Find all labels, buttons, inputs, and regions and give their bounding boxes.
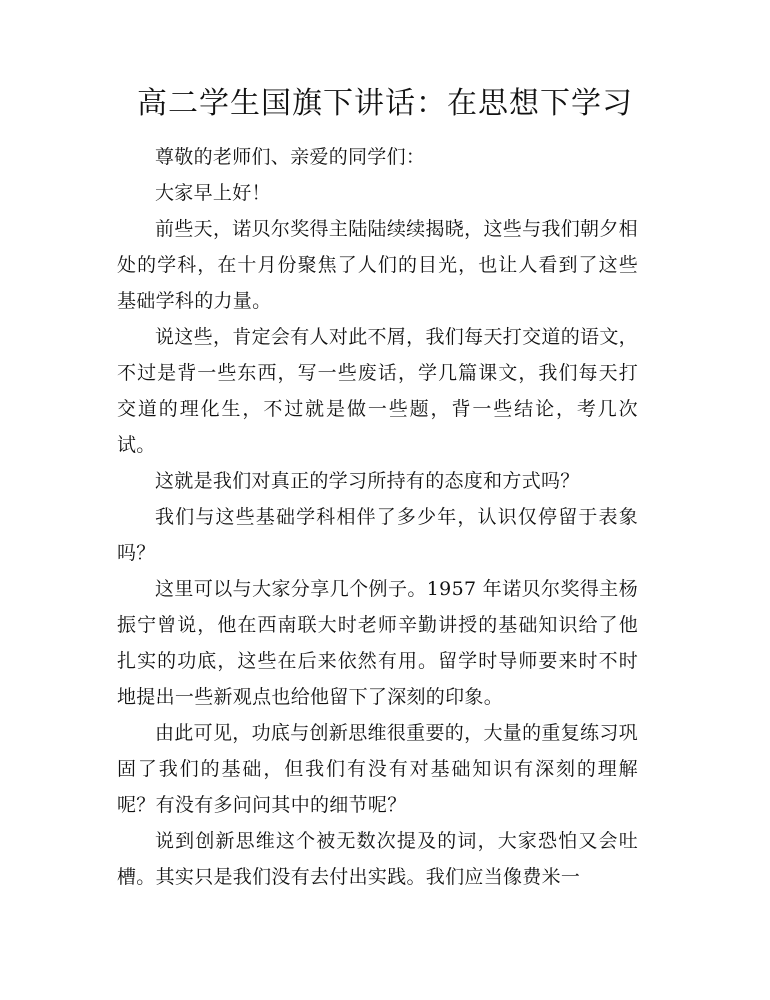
body-paragraph: 由此可见，功底与创新思维很重要的，大量的重复练习巩固了我们的基础，但我们有没有对基础知识有深刻的理解呢？有没有多问问其中的细节呢？ xyxy=(117,722,638,816)
body-paragraph: 前些天，诺贝尔奖得主陆陆续续揭晓，这些与我们朝夕相处的学科，在十月份聚焦了人们的目光，也让人看到了这些基础学科的力量。 xyxy=(117,218,638,312)
body-paragraph: 这里可以与大家分享几个例子。1957 年诺贝尔奖得主杨振宁曾说，他在西南联大时老师辛勤讲授的基础知识给了他扎实的功底，这些在后来依然有用。留学时导师要来时不时地提出一些新观点也给他留下了深刻的印象。 xyxy=(117,578,638,708)
greeting-paragraph: 大家早上好！ xyxy=(155,182,271,204)
body-paragraph: 说这些，肯定会有人对此不屑，我们每天打交道的语文，不过是背一些东西，写一些废话，学几篇课文，我们每天打交道的理化生，不过就是做一些题，背一些结论，考几次试。 xyxy=(117,326,638,456)
salutation-paragraph: 尊敬的老师们、亲爱的同学们： xyxy=(155,146,426,168)
body-paragraph: 说到创新思维这个被无数次提及的词，大家恐怕又会吐槽。其实只是我们没有去付出实践。我们应当像费米一 xyxy=(117,830,638,888)
document-body xyxy=(117,139,638,895)
body-paragraph: 这就是我们对真正的学习所持有的态度和方式吗？ xyxy=(155,470,580,492)
body-paragraph: 我们与这些基础学科相伴了多少年，认识仅停留于表象吗？ xyxy=(117,506,638,564)
document-title: 高二学生国旗下讲话：在思想下学习 xyxy=(137,86,633,121)
